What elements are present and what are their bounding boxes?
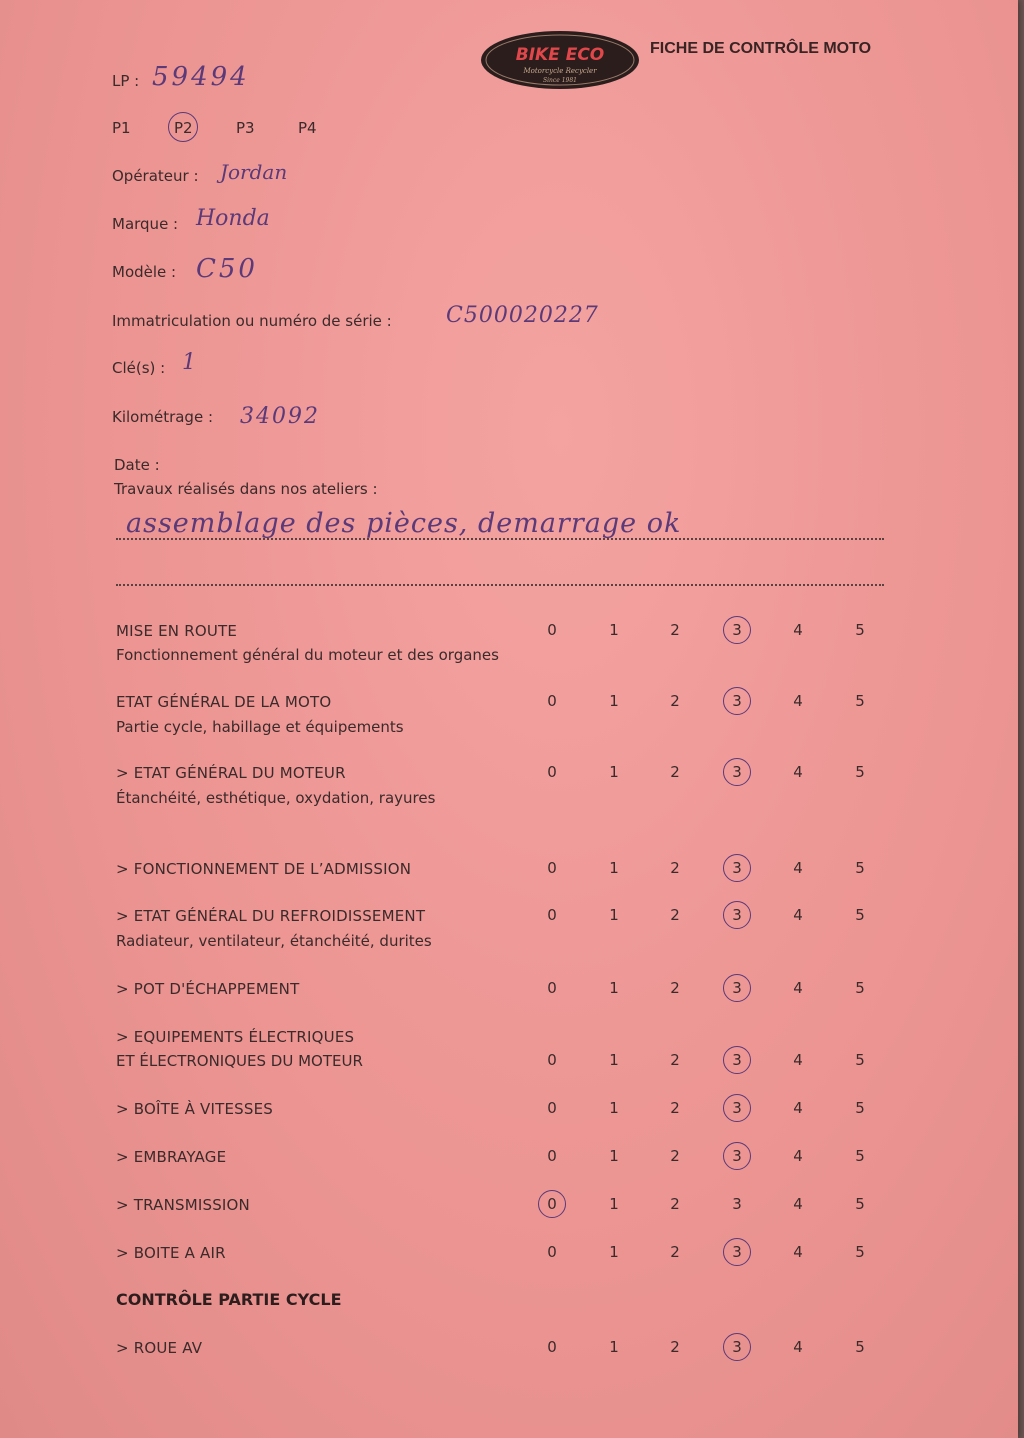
cycle-row-score-5[interactable]: 5 [855,1338,865,1356]
rating-row-score-1[interactable]: 1 [609,979,619,997]
rating-row-title: > BOITE A AIR [116,1244,226,1262]
immat-label: Immatriculation ou numéro de série : [112,312,392,330]
cycle-row-score-circle [723,1333,751,1361]
rating-row-score-1[interactable]: 1 [609,692,619,710]
date-label: Date : [114,456,160,474]
rating-row-score-0[interactable]: 0 [547,859,557,877]
rating-row-score-5[interactable]: 5 [855,692,865,710]
rating-row-score-3[interactable]: 3 [732,859,742,877]
rating-row-score-3[interactable]: 3 [732,979,742,997]
svg-text:BIKE ECO: BIKE ECO [515,45,605,65]
rating-row-score-2[interactable]: 2 [670,979,680,997]
rating-row-subtitle: Radiateur, ventilateur, étanchéité, durites [116,932,432,950]
rating-row-score-4[interactable]: 4 [793,906,803,924]
travaux-label: Travaux réalisés dans nos ateliers : [114,480,378,498]
rating-row-score-4[interactable]: 4 [793,763,803,781]
rating-row-score-2[interactable]: 2 [670,1099,680,1117]
rating-row-score-2[interactable]: 2 [670,1195,680,1213]
rating-row-score-0[interactable]: 0 [547,763,557,781]
immat-value: C500020227 [446,303,599,328]
rating-row-score-0[interactable]: 0 [547,906,557,924]
rating-row-score-circle [723,854,751,882]
section-partie-cycle: CONTRÔLE PARTIE CYCLE [116,1290,342,1309]
rating-row-title: > POT D'ÉCHAPPEMENT [116,980,300,998]
cycle-row-title: > ROUE AV [116,1339,203,1357]
marque-value: Honda [196,206,270,231]
rating-row-title: MISE EN ROUTE [116,622,238,640]
rating-row-score-4[interactable]: 4 [793,621,803,639]
rating-row-subtitle: Partie cycle, habillage et équipements [116,718,404,736]
bike-eco-logo [480,30,640,90]
modele-label: Modèle : [112,263,177,281]
rating-row-title: > EQUIPEMENTS ÉLECTRIQUES [116,1028,355,1046]
rating-row-score-2[interactable]: 2 [670,621,680,639]
rating-row-score-circle [723,1238,751,1266]
cycle-row-score-0[interactable]: 0 [547,1338,557,1356]
rating-row-title: > FONCTIONNEMENT DE L’ADMISSION [116,860,412,878]
rating-row-score-2[interactable]: 2 [670,859,680,877]
rating-row-score-5[interactable]: 5 [855,1147,865,1165]
rating-row-score-3[interactable]: 3 [732,1147,742,1165]
rating-row-score-4[interactable]: 4 [793,1195,803,1213]
rating-row-score-0[interactable]: 0 [547,979,557,997]
rating-row-score-0[interactable]: 0 [547,692,557,710]
rating-row-score-5[interactable]: 5 [855,1195,865,1213]
rating-row-score-5[interactable]: 5 [855,621,865,639]
position-p4: P4 [298,119,317,137]
rating-row-score-5[interactable]: 5 [855,859,865,877]
travaux-value: assemblage des pièces, demarrage ok [126,508,682,539]
rating-row-score-5[interactable]: 5 [855,1051,865,1069]
cles-value: 1 [182,350,196,375]
rating-row-score-0[interactable]: 0 [547,621,557,639]
km-value: 34092 [240,404,320,429]
rating-row-score-1[interactable]: 1 [609,906,619,924]
rating-row-score-2[interactable]: 2 [670,906,680,924]
rating-row-score-2[interactable]: 2 [670,1147,680,1165]
rating-row-title: > TRANSMISSION [116,1196,250,1214]
rating-row-score-3[interactable]: 3 [732,1099,742,1117]
position-p2: P2 [174,119,193,137]
rating-row-score-0[interactable]: 0 [547,1147,557,1165]
travaux-line-1 [116,538,884,540]
rating-row-score-1[interactable]: 1 [609,1051,619,1069]
document-title: FICHE DE CONTRÔLE MOTO [650,40,872,57]
rating-row-score-5[interactable]: 5 [855,763,865,781]
position-p2-circle [168,112,198,142]
rating-row-score-4[interactable]: 4 [793,1243,803,1261]
rating-row-title: > ETAT GÉNÉRAL DU MOTEUR [116,764,346,782]
position-p3: P3 [236,119,255,137]
rating-row-score-2[interactable]: 2 [670,692,680,710]
rating-row-score-circle [538,1190,566,1218]
rating-row-score-circle [723,616,751,644]
svg-text:Motorcycle Recycler: Motorcycle Recycler [523,67,597,75]
rating-row-score-1[interactable]: 1 [609,1099,619,1117]
rating-row-score-1[interactable]: 1 [609,1147,619,1165]
rating-row-score-0[interactable]: 0 [547,1195,557,1213]
rating-row-score-4[interactable]: 4 [793,1147,803,1165]
rating-row-score-4[interactable]: 4 [793,1099,803,1117]
rating-row-score-1[interactable]: 1 [609,1243,619,1261]
rating-row-score-3[interactable]: 3 [732,763,742,781]
cycle-row-score-4[interactable]: 4 [793,1338,803,1356]
rating-row-title: > EMBRAYAGE [116,1148,227,1166]
lp-label: LP : [112,72,140,90]
cycle-row-score-1[interactable]: 1 [609,1338,619,1356]
rating-row-score-3[interactable]: 3 [732,1195,742,1213]
travaux-line-2 [116,584,884,586]
rating-row-score-3[interactable]: 3 [732,621,742,639]
rating-row-score-3[interactable]: 3 [732,906,742,924]
rating-row-score-2[interactable]: 2 [670,763,680,781]
km-label: Kilométrage : [112,408,214,426]
rating-row-score-4[interactable]: 4 [793,979,803,997]
rating-row-score-1[interactable]: 1 [609,621,619,639]
rating-row-subtitle: ET ÉLECTRONIQUES DU MOTEUR [116,1052,363,1070]
rating-row-title: ETAT GÉNÉRAL DE LA MOTO [116,693,332,711]
rating-row-score-circle [723,1046,751,1074]
rating-row-score-5[interactable]: 5 [855,906,865,924]
svg-text:Since 1981: Since 1981 [543,77,577,84]
rating-row-subtitle: Fonctionnement général du moteur et des organes [116,646,499,664]
rating-row-score-5[interactable]: 5 [855,1243,865,1261]
rating-row-score-circle [723,687,751,715]
rating-row-score-5[interactable]: 5 [855,979,865,997]
rating-row-score-3[interactable]: 3 [732,692,742,710]
rating-row-score-3[interactable]: 3 [732,1051,742,1069]
rating-row-score-4[interactable]: 4 [793,859,803,877]
position-p1: P1 [112,119,131,137]
operateur-label: Opérateur : [112,167,199,185]
rating-row-score-0[interactable]: 0 [547,1051,557,1069]
rating-row-score-2[interactable]: 2 [670,1051,680,1069]
cycle-row-score-3[interactable]: 3 [732,1338,742,1356]
modele-value: C50 [196,254,258,284]
rating-row-score-3[interactable]: 3 [732,1243,742,1261]
rating-row-title: > BOÎTE À VITESSES [116,1100,273,1118]
rating-row-score-0[interactable]: 0 [547,1099,557,1117]
cycle-row-score-2[interactable]: 2 [670,1338,680,1356]
rating-row-score-2[interactable]: 2 [670,1243,680,1261]
rating-row-score-circle [723,974,751,1002]
lp-value: 59494 [152,62,250,92]
rating-row-score-4[interactable]: 4 [793,692,803,710]
rating-row-score-circle [723,1094,751,1122]
rating-row-score-4[interactable]: 4 [793,1051,803,1069]
rating-row-score-5[interactable]: 5 [855,1099,865,1117]
operateur-value: Jordan [220,160,288,184]
rating-row-score-1[interactable]: 1 [609,763,619,781]
rating-row-score-circle [723,758,751,786]
rating-row-score-circle [723,901,751,929]
marque-label: Marque : [112,215,179,233]
rating-row-score-0[interactable]: 0 [547,1243,557,1261]
rating-row-score-1[interactable]: 1 [609,859,619,877]
rating-row-score-1[interactable]: 1 [609,1195,619,1213]
cles-label: Clé(s) : [112,359,166,377]
rating-row-subtitle: Étanchéité, esthétique, oxydation, rayures [116,789,436,807]
rating-row-score-circle [723,1142,751,1170]
rating-row-title: > ETAT GÉNÉRAL DU REFROIDISSEMENT [116,907,426,925]
